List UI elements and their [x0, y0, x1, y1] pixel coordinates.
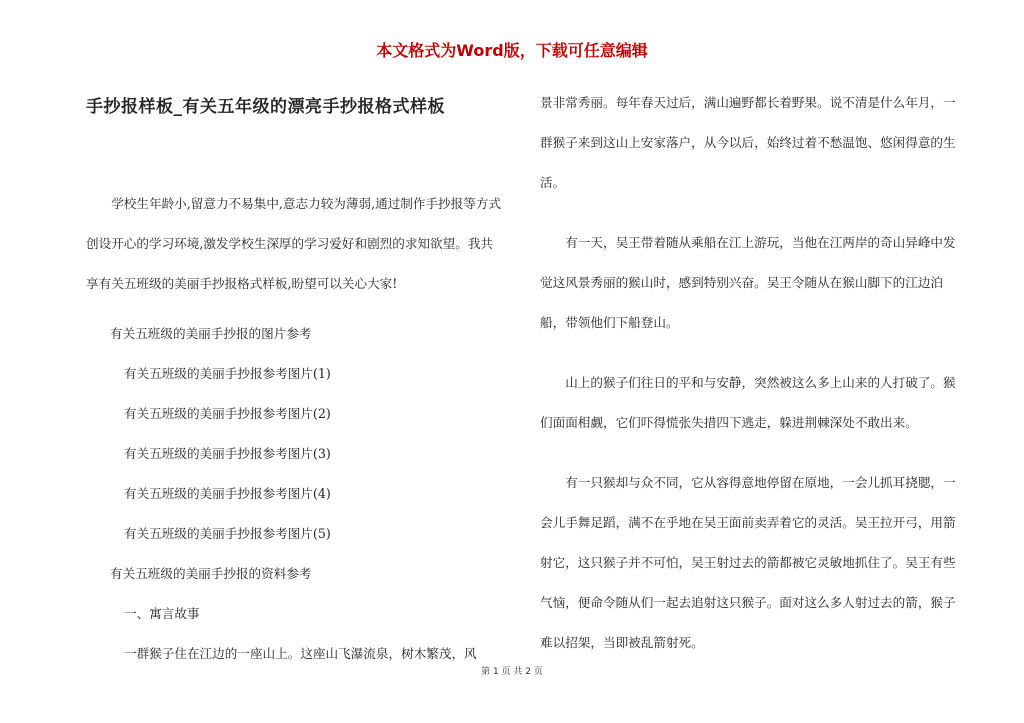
image-reference-1: 有关五班级的美丽手抄报参考图片(1) [124, 366, 331, 381]
image-reference-5: 有关五班级的美丽手抄报参考图片(5) [124, 526, 331, 541]
image-reference-2: 有关五班级的美丽手抄报参考图片(2) [124, 406, 331, 421]
document-title: 手抄报样板_有关五年级的漂亮手抄报格式样板 [86, 97, 445, 117]
story-paragraph-3: 山上的猴子们往日的平和与安静，突然被这么多上山来的人打破了。猴们面面相觑，它们吓得慌张失措四下逃走，躲进荆棘深处不敢出来。 [540, 375, 956, 430]
left-column [86, 184, 504, 684]
story-paragraph-start: 一群猴子住在江边的一座山上。这座山飞瀑流泉，树木繁茂，风 [124, 646, 477, 661]
image-reference-3: 有关五班级的美丽手抄报参考图片(3) [124, 446, 331, 461]
fable-heading: 一、寓言故事 [124, 606, 200, 621]
section-heading-material: 有关五班级的美丽手抄报的资料参考 [110, 566, 312, 581]
story-paragraph-4: 有一只猴却与众不同，它从容得意地停留在原地，一会儿抓耳挠腮，一会儿手舞足蹈，满不在乎地在吴王面前卖弄着它的灵活。吴王拉开弓，用箭射它，这只猴子并不可怕，吴王射过去的箭都被它灵敏地抓住了。吴王有些气恼，便命令随从们一起去追射这只猴子。面对这么多人射过去的箭，猴子难以招架，当即被乱箭射死。 [540, 475, 956, 650]
story-paragraph-2: 有一天，吴王带着随从乘船在江上游玩，当他在江两岸的奇山异峰中发觉这风景秀丽的猴山时，感到特别兴奋。吴王令随从在猴山脚下的江边泊船，带领他们下船登山。 [540, 235, 956, 330]
story-paragraph-continued: 景非常秀丽。每年春天过后，满山遍野都长着野果。说不清是什么年月，一群猴子来到这山上安家落户，从今以后，始终过着不愁温饱、悠闲得意的生活。 [540, 95, 956, 190]
editable-notice-banner: 本文格式为Word版，下载可任意编辑 [376, 41, 648, 60]
section-heading-images: 有关五班级的美丽手抄报的图片参考 [110, 326, 312, 341]
page-number-footer: 第 1 页 共 2 页 [481, 667, 543, 677]
right-column [540, 83, 960, 663]
image-reference-4: 有关五班级的美丽手抄报参考图片(4) [124, 486, 331, 501]
intro-paragraph: 学校生年龄小,留意力不易集中,意志力较为薄弱,通过制作手抄报等方式创设开心的学习环境,激发学校生深厚的学习爱好和剧烈的求知欲望。我共享有关五班级的美丽手抄报格式样板,盼望可以关心大家! [86, 196, 502, 291]
